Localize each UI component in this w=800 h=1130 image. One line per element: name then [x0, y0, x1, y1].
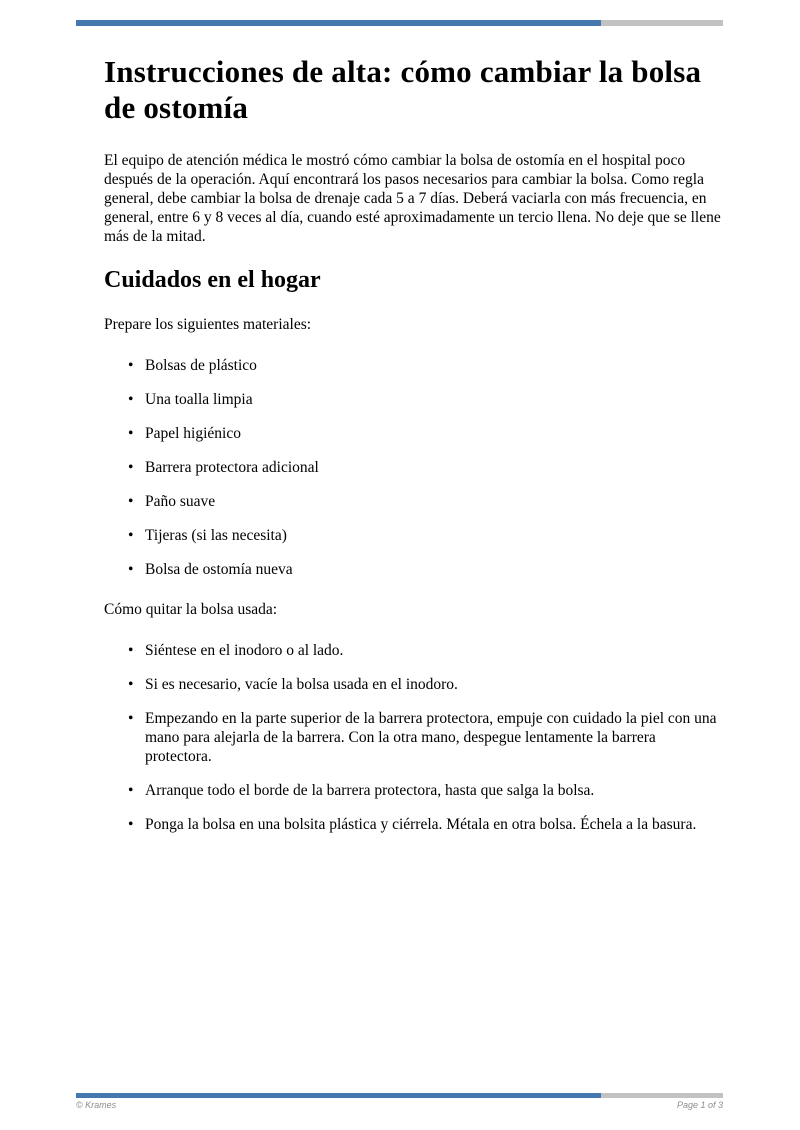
list-item	[104, 424, 724, 443]
section-heading-home-care: Cuidados en el hogar	[104, 267, 321, 293]
list-item-text: Una toalla limpia	[145, 391, 253, 408]
materials-list	[104, 356, 724, 579]
bullet-icon: •	[128, 676, 134, 693]
bullet-icon: •	[128, 642, 134, 659]
remove-steps-list	[104, 641, 724, 834]
list-item	[104, 560, 724, 579]
list-item-text: Paño suave	[145, 493, 216, 510]
list-item-text: Barrera protectora adicional	[145, 459, 319, 476]
list-item-text: Si es necesario, vacíe la bolsa usada en el inodoro.	[145, 676, 458, 693]
bullet-icon: •	[128, 710, 134, 727]
materials-list-label: Prepare los siguientes materiales:	[104, 316, 312, 333]
list-item	[104, 390, 724, 409]
bullet-icon: •	[128, 357, 134, 374]
intro-paragraph: El equipo de atención médica le mostró cómo cambiar la bolsa de ostomía en el hospital poco después de la operación. Aquí encontrará los pasos necesarios para cambiar la bolsa. Como regla general, debe cambiar la bolsa de drenaje cada 5 a 7 días. Deberá vaciarla con más frecuencia, en general, entre 6 y 8 veces al día, cuando esté aproximadamente un tercio llena. No deje que se llene más de la mitad.	[104, 152, 721, 245]
bullet-icon: •	[128, 561, 134, 578]
bullet-icon: •	[128, 493, 134, 510]
list-item	[104, 356, 724, 375]
bullet-icon: •	[128, 459, 134, 476]
bullet-icon: •	[128, 425, 134, 442]
list-item	[104, 709, 724, 766]
footer-divider-gray-segment	[601, 1093, 723, 1098]
bullet-icon: •	[128, 816, 134, 833]
list-item	[104, 641, 724, 660]
copyright-text: © Krames	[76, 1100, 117, 1110]
list-item-text: Ponga la bolsa en una bolsita plástica y ciérrela. Métala en otra bolsa. Échela a la basura.	[145, 816, 697, 833]
list-item-text: Papel higiénico	[145, 425, 241, 442]
page-number: Page 1 of 3	[676, 1100, 723, 1110]
list-item	[104, 815, 724, 834]
remove-list-label: Cómo quitar la bolsa usada:	[104, 601, 278, 618]
footer-divider-blue-segment	[76, 1093, 601, 1098]
page-footer	[76, 1100, 723, 1110]
list-item-text: Bolsas de plástico	[145, 357, 257, 374]
bullet-icon: •	[128, 782, 134, 799]
page-title: Instrucciones de alta: cómo cambiar la bolsa de ostomía	[104, 54, 702, 125]
bullet-icon: •	[128, 527, 134, 544]
list-item-text: Empezando en la parte superior de la barrera protectora, empuje con cuidado la piel con una mano para alejarla de la barrera. Con la otra mano, despegue lentamente la barrera protectora.	[145, 710, 717, 765]
list-item-text: Siéntese en el inodoro o al lado.	[145, 642, 344, 659]
list-item	[104, 492, 724, 511]
list-item-text: Bolsa de ostomía nueva	[145, 561, 293, 578]
list-item	[104, 675, 724, 694]
list-item	[104, 781, 724, 800]
list-item-text: Arranque todo el borde de la barrera protectora, hasta que salga la bolsa.	[145, 782, 595, 799]
footer-divider-bar	[76, 1093, 723, 1098]
list-item	[104, 526, 724, 545]
list-item	[104, 458, 724, 477]
document-content	[104, 0, 724, 849]
list-item-text: Tijeras (si las necesita)	[145, 527, 287, 544]
bullet-icon: •	[128, 391, 134, 408]
